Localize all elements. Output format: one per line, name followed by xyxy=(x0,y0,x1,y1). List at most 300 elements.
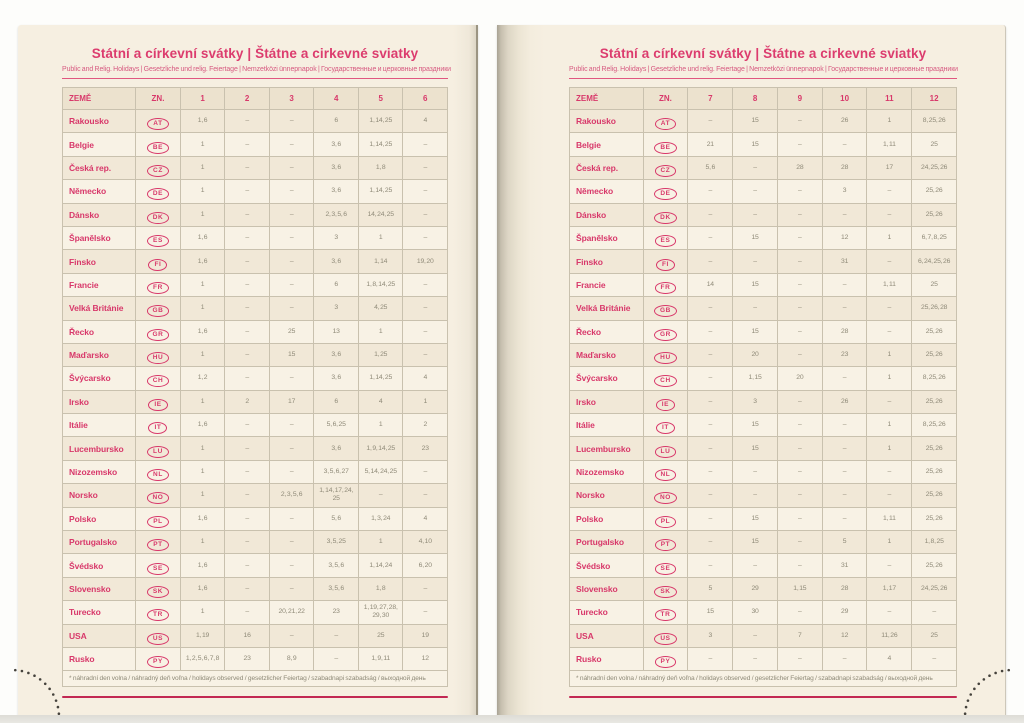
month-holidays-cell: 1 xyxy=(180,297,225,320)
country-code-badge: GB xyxy=(654,305,677,317)
month-holidays-cell: 1 xyxy=(358,320,403,343)
month-holidays-cell: 23 xyxy=(822,343,867,366)
month-holidays-cell: 1, 2 xyxy=(180,367,225,390)
month-holidays-cell: 1, 8 xyxy=(358,577,403,600)
country-code-badge: SK xyxy=(147,586,169,598)
country-code-cell xyxy=(136,273,181,296)
month-holidays-cell: 24, 25, 26 xyxy=(912,577,957,600)
month-holidays-cell: – xyxy=(225,343,270,366)
country-code-badge: NO xyxy=(654,492,677,504)
month-holidays-cell: – xyxy=(225,437,270,460)
month-holidays-cell: – xyxy=(225,577,270,600)
country-row xyxy=(63,273,448,296)
month-holidays-cell: – xyxy=(225,133,270,156)
bottom-rule xyxy=(62,696,448,698)
month-holidays-cell: 8, 25, 26 xyxy=(912,414,957,437)
country-name-cell: Itálie xyxy=(63,414,136,437)
month-holidays-cell: 15 xyxy=(733,110,778,133)
month-holidays-cell: – xyxy=(269,110,314,133)
country-name-cell: Portugalsko xyxy=(570,531,644,554)
month-holidays-cell: – xyxy=(225,297,270,320)
month-holidays-cell: 5, 6 xyxy=(314,507,359,530)
month-holidays-cell: – xyxy=(733,297,778,320)
month-column-header: 8 xyxy=(733,88,778,110)
month-holidays-cell: – xyxy=(867,484,912,507)
country-row xyxy=(63,601,448,624)
month-holidays-cell: 1, 6 xyxy=(180,250,225,273)
month-holidays-cell: 2 xyxy=(225,390,270,413)
country-code-badge: BE xyxy=(654,142,676,154)
country-name-cell: Turecko xyxy=(570,601,644,624)
month-holidays-cell: 25, 26 xyxy=(912,203,957,226)
month-holidays-cell: – xyxy=(358,484,403,507)
perforation-dot xyxy=(969,693,972,696)
code-column-header: ZN. xyxy=(136,88,181,110)
month-holidays-cell: – xyxy=(688,203,733,226)
month-holidays-cell: – xyxy=(269,203,314,226)
month-holidays-cell: – xyxy=(777,320,822,343)
country-row xyxy=(63,390,448,413)
month-holidays-cell: – xyxy=(688,647,733,670)
country-code-badge: FR xyxy=(655,282,677,294)
country-row xyxy=(63,647,448,670)
month-holidays-cell: 1 xyxy=(358,531,403,554)
country-row xyxy=(63,180,448,203)
month-holidays-cell: 1, 6 xyxy=(180,577,225,600)
month-holidays-cell: 1 xyxy=(867,437,912,460)
month-holidays-cell: – xyxy=(269,180,314,203)
country-code-badge: NO xyxy=(147,492,170,504)
month-holidays-cell: – xyxy=(688,180,733,203)
month-holidays-cell: – xyxy=(225,414,270,437)
month-holidays-cell: 5 xyxy=(688,577,733,600)
month-holidays-cell: 1, 11 xyxy=(867,507,912,530)
month-holidays-cell: – xyxy=(269,133,314,156)
country-name-cell: Švýcarsko xyxy=(63,367,136,390)
month-holidays-cell: 12 xyxy=(822,226,867,249)
country-name-cell: Francie xyxy=(570,273,644,296)
month-holidays-cell: – xyxy=(688,531,733,554)
month-holidays-cell: – xyxy=(777,250,822,273)
month-holidays-cell: – xyxy=(777,414,822,437)
month-holidays-cell: 8, 25, 26 xyxy=(912,110,957,133)
month-holidays-cell: – xyxy=(225,203,270,226)
month-holidays-cell: 4 xyxy=(403,367,448,390)
country-code-cell xyxy=(643,507,688,530)
month-holidays-cell: 1, 9, 14, 25 xyxy=(358,437,403,460)
month-holidays-cell: 6, 20 xyxy=(403,554,448,577)
country-code-badge: TR xyxy=(655,609,677,621)
month-holidays-cell: 1, 6 xyxy=(180,507,225,530)
country-row xyxy=(570,156,957,179)
month-holidays-cell: 5, 14, 24, 25 xyxy=(358,460,403,483)
month-holidays-cell: 6 xyxy=(314,273,359,296)
month-holidays-cell: – xyxy=(912,601,957,624)
month-holidays-cell: 3, 6 xyxy=(314,180,359,203)
country-row xyxy=(570,507,957,530)
month-holidays-cell: 25 xyxy=(912,133,957,156)
country-code-badge: GR xyxy=(654,329,677,341)
country-code-cell xyxy=(643,554,688,577)
month-holidays-cell: – xyxy=(867,320,912,343)
country-name-cell: Řecko xyxy=(570,320,644,343)
month-holidays-cell: 1, 11 xyxy=(867,133,912,156)
country-row xyxy=(63,531,448,554)
month-holidays-cell: 1, 14, 25 xyxy=(358,367,403,390)
country-name-cell: Irsko xyxy=(570,390,644,413)
month-holidays-cell: 1, 15 xyxy=(733,367,778,390)
month-column-header: 6 xyxy=(403,88,448,110)
month-holidays-cell: 6, 7, 8, 25 xyxy=(912,226,957,249)
month-holidays-cell: 13 xyxy=(314,320,359,343)
month-holidays-cell: – xyxy=(225,110,270,133)
country-row xyxy=(570,133,957,156)
month-holidays-cell: 1 xyxy=(867,531,912,554)
country-row xyxy=(63,110,448,133)
month-holidays-cell: – xyxy=(225,156,270,179)
country-code-cell xyxy=(643,133,688,156)
month-holidays-cell: 1 xyxy=(358,226,403,249)
month-holidays-cell: 28 xyxy=(822,577,867,600)
country-code-cell xyxy=(136,297,181,320)
country-row xyxy=(570,367,957,390)
month-holidays-cell: – xyxy=(225,180,270,203)
table-header-row xyxy=(63,88,448,110)
country-code-badge: LU xyxy=(655,446,677,458)
month-holidays-cell: – xyxy=(688,320,733,343)
country-name-cell: Rakousko xyxy=(63,110,136,133)
month-holidays-cell: – xyxy=(867,554,912,577)
month-holidays-cell: 1 xyxy=(180,343,225,366)
country-code-badge: HU xyxy=(654,352,677,364)
month-holidays-cell: – xyxy=(822,484,867,507)
country-code-badge: AT xyxy=(147,118,168,130)
country-code-cell xyxy=(136,484,181,507)
country-code-badge: PL xyxy=(147,516,169,528)
country-code-badge: SE xyxy=(147,563,169,575)
code-column-header: ZN. xyxy=(643,88,688,110)
month-holidays-cell: – xyxy=(403,320,448,343)
country-code-cell xyxy=(136,367,181,390)
month-holidays-cell: 4, 10 xyxy=(403,531,448,554)
month-holidays-cell: – xyxy=(688,460,733,483)
country-code-cell xyxy=(136,156,181,179)
month-holidays-cell: 15 xyxy=(733,414,778,437)
month-holidays-cell: 1, 9, 11 xyxy=(358,647,403,670)
country-row xyxy=(570,203,957,226)
footnote-cell: * náhradní den volna / náhradný deň voľna / holidays observed / gesetzlicher Feiertag / szabadnapi szabadság / выходной день xyxy=(63,671,448,687)
month-holidays-cell: – xyxy=(314,624,359,647)
perforation-dot xyxy=(27,672,30,675)
month-holidays-cell: – xyxy=(777,531,822,554)
month-holidays-cell: 20 xyxy=(777,367,822,390)
country-code-cell xyxy=(643,110,688,133)
country-row xyxy=(570,297,957,320)
country-code-cell xyxy=(136,226,181,249)
month-holidays-cell: 1, 14, 17, 24, 25 xyxy=(314,484,359,507)
month-holidays-cell: 3, 5, 6 xyxy=(314,577,359,600)
month-holidays-cell: – xyxy=(777,460,822,483)
country-name-cell: Španělsko xyxy=(63,226,136,249)
country-name-cell: Nizozemsko xyxy=(63,460,136,483)
country-name-cell: Francie xyxy=(63,273,136,296)
month-holidays-cell: 6 xyxy=(314,390,359,413)
month-holidays-cell: – xyxy=(822,414,867,437)
country-name-cell: Portugalsko xyxy=(63,531,136,554)
month-holidays-cell: 25, 26 xyxy=(912,554,957,577)
country-code-badge: DE xyxy=(654,188,676,200)
month-holidays-cell: 1, 6 xyxy=(180,226,225,249)
country-name-cell: Dánsko xyxy=(570,203,644,226)
country-code-badge: SK xyxy=(654,586,676,598)
perforation-dot xyxy=(1001,670,1004,673)
month-column-header: 11 xyxy=(867,88,912,110)
country-code-badge: LU xyxy=(147,446,169,458)
perforation-dot xyxy=(988,674,991,677)
month-holidays-cell: 25 xyxy=(912,624,957,647)
month-holidays-cell: 1, 6 xyxy=(180,110,225,133)
month-holidays-cell: – xyxy=(867,460,912,483)
month-holidays-cell: 25, 26 xyxy=(912,484,957,507)
desk-shadow-band xyxy=(0,715,1024,723)
month-holidays-cell: – xyxy=(688,437,733,460)
country-row xyxy=(570,343,957,366)
country-row xyxy=(570,437,957,460)
country-row xyxy=(570,484,957,507)
month-holidays-cell: – xyxy=(822,133,867,156)
month-holidays-cell: 14 xyxy=(688,273,733,296)
country-name-cell: Rusko xyxy=(570,647,644,670)
month-holidays-cell: – xyxy=(269,226,314,249)
month-column-header: 1 xyxy=(180,88,225,110)
month-holidays-cell: 3 xyxy=(314,297,359,320)
country-code-badge: SE xyxy=(655,563,677,575)
month-holidays-cell: 25, 26 xyxy=(912,180,957,203)
month-holidays-cell: 3, 5, 6 xyxy=(314,554,359,577)
country-name-cell: Švýcarsko xyxy=(570,367,644,390)
country-name-cell: Irsko xyxy=(63,390,136,413)
month-holidays-cell: 1 xyxy=(867,414,912,437)
country-code-cell xyxy=(136,507,181,530)
month-holidays-cell: – xyxy=(822,273,867,296)
country-name-cell: Belgie xyxy=(63,133,136,156)
right-page xyxy=(497,25,1006,718)
month-holidays-cell: 3, 6 xyxy=(314,133,359,156)
country-row xyxy=(63,250,448,273)
month-holidays-cell: 20 xyxy=(733,343,778,366)
country-name-cell: Lucembursko xyxy=(63,437,136,460)
month-holidays-cell: 1 xyxy=(180,133,225,156)
month-holidays-cell: – xyxy=(733,460,778,483)
month-holidays-cell: – xyxy=(733,554,778,577)
month-holidays-cell: 8, 9 xyxy=(269,647,314,670)
month-column-header: 12 xyxy=(912,88,957,110)
country-name-cell: USA xyxy=(570,624,644,647)
country-code-badge: CZ xyxy=(147,165,169,177)
month-holidays-cell: 1 xyxy=(180,203,225,226)
month-holidays-cell: – xyxy=(403,203,448,226)
country-code-badge: FI xyxy=(148,259,167,271)
country-code-badge: DE xyxy=(147,188,169,200)
country-code-badge: IT xyxy=(148,422,167,434)
month-holidays-cell: – xyxy=(777,226,822,249)
country-name-cell: Rusko xyxy=(63,647,136,670)
country-row xyxy=(570,531,957,554)
month-holidays-cell: 1, 14, 25 xyxy=(358,180,403,203)
month-holidays-cell: 2, 3, 5, 6 xyxy=(269,484,314,507)
month-holidays-cell: 15 xyxy=(733,531,778,554)
month-holidays-cell: 26 xyxy=(822,110,867,133)
country-row xyxy=(63,624,448,647)
month-holidays-cell: – xyxy=(688,250,733,273)
perforation-dot xyxy=(52,693,55,696)
month-holidays-cell: – xyxy=(867,203,912,226)
month-holidays-cell: 1 xyxy=(403,390,448,413)
month-holidays-cell: 25, 26 xyxy=(912,343,957,366)
month-holidays-cell: 3, 6 xyxy=(314,437,359,460)
country-row xyxy=(63,437,448,460)
country-row xyxy=(570,460,957,483)
country-code-badge: NL xyxy=(655,469,677,481)
month-holidays-cell: – xyxy=(867,390,912,413)
country-code-cell xyxy=(136,624,181,647)
footnote-cell: * náhradní den volna / náhradný deň voľna / holidays observed / gesetzlicher Feiertag / szabadnapi szabadság / выходной день xyxy=(570,671,957,687)
country-code-badge: CH xyxy=(147,375,170,387)
country-code-cell xyxy=(136,250,181,273)
country-code-cell xyxy=(136,460,181,483)
country-code-cell xyxy=(136,390,181,413)
month-holidays-cell: – xyxy=(225,367,270,390)
month-holidays-cell: 1, 14 xyxy=(358,250,403,273)
month-holidays-cell: 3 xyxy=(733,390,778,413)
month-holidays-cell: 15 xyxy=(733,273,778,296)
country-row xyxy=(570,414,957,437)
perforation-dots-left xyxy=(0,648,70,718)
country-code-cell xyxy=(136,437,181,460)
country-code-cell xyxy=(643,624,688,647)
page-title: Státní a církevní svátky | Štátne a cirkevné sviatky xyxy=(91,46,419,61)
month-holidays-cell: 15 xyxy=(733,133,778,156)
month-column-header: 9 xyxy=(777,88,822,110)
month-holidays-cell: 3 xyxy=(314,226,359,249)
country-code-badge: US xyxy=(654,633,676,645)
country-name-cell: Slovensko xyxy=(570,577,644,600)
country-code-cell xyxy=(643,390,688,413)
month-holidays-cell: 1, 6 xyxy=(180,320,225,343)
perforation-dot xyxy=(39,678,42,681)
month-holidays-cell: – xyxy=(777,133,822,156)
country-row xyxy=(63,484,448,507)
country-row xyxy=(570,577,957,600)
month-holidays-cell: 29 xyxy=(733,577,778,600)
month-holidays-cell: 25 xyxy=(912,273,957,296)
country-code-badge: ES xyxy=(655,235,677,247)
country-column-header: ZEMĚ xyxy=(63,88,136,110)
month-holidays-cell: – xyxy=(269,460,314,483)
page-subtitle: Public and Relig. Holidays | Gesetzliche und relig. Feiertage | Nemzetközi ünnepnapok | Государственные и церковные праздники xyxy=(62,66,451,73)
month-holidays-cell: – xyxy=(269,624,314,647)
month-holidays-cell: – xyxy=(225,601,270,624)
month-holidays-cell: 25 xyxy=(269,320,314,343)
month-holidays-cell: 25 xyxy=(358,624,403,647)
country-row xyxy=(63,367,448,390)
country-code-badge: PT xyxy=(147,539,169,551)
month-holidays-cell: – xyxy=(688,484,733,507)
month-holidays-cell: 3, 6 xyxy=(314,156,359,179)
country-code-badge: IE xyxy=(656,399,675,411)
month-holidays-cell: – xyxy=(225,507,270,530)
month-holidays-cell: 25, 26, 28 xyxy=(912,297,957,320)
month-holidays-cell: – xyxy=(403,156,448,179)
month-holidays-cell: – xyxy=(733,250,778,273)
country-code-badge: CH xyxy=(654,375,677,387)
country-code-cell xyxy=(136,343,181,366)
month-holidays-cell: – xyxy=(777,484,822,507)
country-name-cell: Finsko xyxy=(570,250,644,273)
country-column-header: ZEMĚ xyxy=(570,88,644,110)
month-holidays-cell: – xyxy=(777,297,822,320)
country-row xyxy=(63,203,448,226)
month-holidays-cell: 26 xyxy=(822,390,867,413)
month-holidays-cell: 23 xyxy=(225,647,270,670)
country-row xyxy=(570,320,957,343)
bottom-rule xyxy=(569,696,957,698)
month-holidays-cell: 2 xyxy=(403,414,448,437)
country-code-cell xyxy=(136,577,181,600)
month-holidays-cell: – xyxy=(688,297,733,320)
country-name-cell: USA xyxy=(63,624,136,647)
holidays-table-jul-dec xyxy=(569,87,957,687)
country-name-cell: Velká Británie xyxy=(63,297,136,320)
month-holidays-cell: 19, 20 xyxy=(403,250,448,273)
country-code-badge: IT xyxy=(656,422,675,434)
month-holidays-cell: – xyxy=(777,203,822,226)
month-holidays-cell: – xyxy=(403,343,448,366)
month-holidays-cell: 7 xyxy=(777,624,822,647)
month-holidays-cell: 1 xyxy=(180,484,225,507)
country-code-badge: FI xyxy=(656,259,675,271)
perforation-dot xyxy=(965,706,968,709)
country-code-cell xyxy=(136,414,181,437)
month-holidays-cell: 8, 25, 26 xyxy=(912,367,957,390)
month-holidays-cell: – xyxy=(225,226,270,249)
month-holidays-cell: – xyxy=(777,507,822,530)
month-holidays-cell: – xyxy=(777,647,822,670)
month-holidays-cell: – xyxy=(777,601,822,624)
month-holidays-cell: – xyxy=(225,273,270,296)
month-holidays-cell: 1 xyxy=(867,110,912,133)
month-holidays-cell: 31 xyxy=(822,250,867,273)
country-row xyxy=(570,647,957,670)
month-holidays-cell: 4 xyxy=(358,390,403,413)
country-code-cell xyxy=(643,414,688,437)
month-holidays-cell: 1, 25 xyxy=(358,343,403,366)
month-holidays-cell: – xyxy=(867,180,912,203)
country-name-cell: Španělsko xyxy=(570,226,644,249)
month-holidays-cell: 5 xyxy=(822,531,867,554)
month-column-header: 4 xyxy=(314,88,359,110)
month-holidays-cell: 3, 6 xyxy=(314,250,359,273)
month-holidays-cell: – xyxy=(225,531,270,554)
country-row xyxy=(570,180,957,203)
month-holidays-cell: – xyxy=(912,647,957,670)
country-code-cell xyxy=(643,273,688,296)
month-holidays-cell: – xyxy=(733,203,778,226)
country-code-badge: BE xyxy=(147,142,169,154)
month-holidays-cell: 11, 26 xyxy=(867,624,912,647)
month-holidays-cell: 4 xyxy=(403,507,448,530)
month-holidays-cell: 1, 14, 24 xyxy=(358,554,403,577)
